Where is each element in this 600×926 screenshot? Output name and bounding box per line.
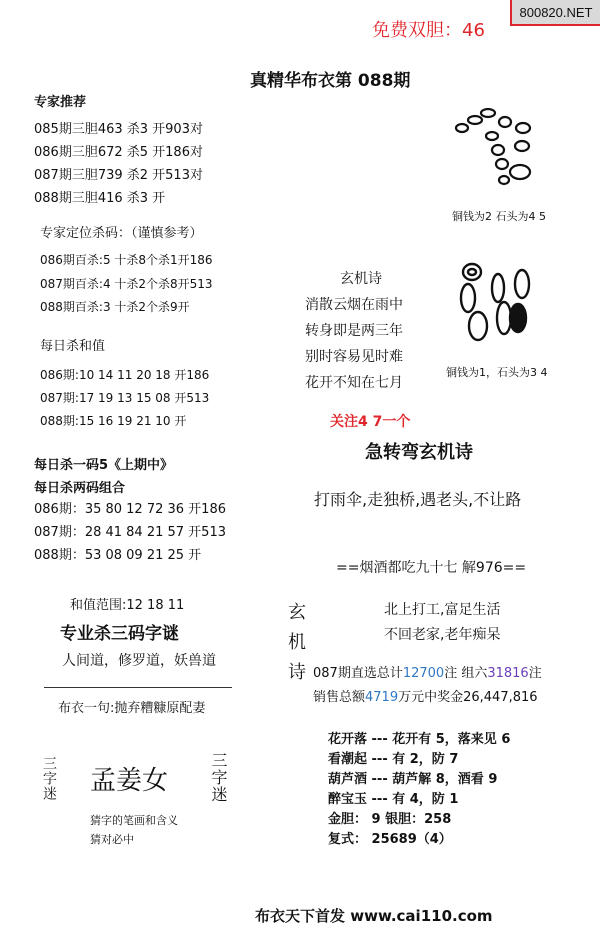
stats-value: 31816 (487, 666, 529, 681)
positional-line: 088期百杀:3 十杀2个杀9开 (40, 300, 190, 314)
sketch-caption-2: 铜钱为1，石头为3 4 (446, 366, 548, 379)
stone-shape (481, 109, 495, 117)
xuanji-char: 机 (288, 632, 306, 653)
site-badge: 800820.NET (510, 0, 600, 26)
stone-shape (492, 274, 504, 302)
stats-label: 万元中奖金26,447,816 (398, 690, 538, 705)
coin-shape (499, 176, 509, 184)
poem-line: 花开不知在七月 (305, 375, 403, 391)
buyi-saying: 布衣一句:抛弃糟糠原配妻 (58, 701, 206, 716)
daily-kill-line1: 每日杀一码5《上期中》 (34, 458, 174, 473)
stone-shape (456, 124, 468, 132)
expert-heading: 专家推荐 (34, 95, 87, 110)
xuanji-line: 不回老家,老年痴呆 (384, 627, 501, 643)
prediction-line: 葫芦酒 --- 葫芦解 8，酒看 9 (328, 772, 498, 787)
stats-value: 4719 (365, 690, 399, 705)
riddle-text: 人间道，修罗道，妖兽道 (62, 653, 216, 669)
divider (44, 687, 232, 688)
stone-shape (486, 132, 498, 140)
prediction-line: 金胆： 9 银胆：258 (328, 812, 452, 827)
positional-line: 087期百杀:4 十杀2个杀8开513 (40, 277, 213, 291)
yanjiu-line: ==烟酒都吃九十七 解976== (336, 560, 527, 576)
sum-kill-heading: 每日杀和值 (40, 339, 106, 354)
stone-shape (515, 270, 529, 298)
zimi-center: 孟姜女 (90, 766, 169, 796)
daily-kill-row: 088期：53 08 09 21 25 开 (34, 548, 202, 563)
jzw-title: 急转弯玄机诗 (365, 442, 473, 463)
xuanji-line: 北上打工,富足生活 (384, 602, 501, 618)
stone-shape (468, 116, 482, 124)
coin-shape (499, 117, 511, 127)
attention-label: 关注4 7一个 (330, 414, 411, 430)
positional-line: 086期百杀:5 十杀8个杀1开186 (40, 253, 213, 267)
free-double-label: 免费双胆：46 (372, 20, 485, 41)
poem-line: 转身即是两三年 (305, 323, 403, 339)
expert-line: 088期三胆416 杀3 开 (34, 191, 166, 206)
riddle-title: 专业杀三码字谜 (60, 624, 179, 644)
coin-shape (468, 269, 476, 275)
sum-range: 和值范围:12 18 11 (70, 598, 185, 613)
stats-line-1 (313, 662, 542, 681)
expert-line: 087期三胆739 杀2 开513对 (34, 168, 203, 183)
poem-title: 玄机诗 (340, 271, 382, 287)
coin-stone-sketch (450, 100, 550, 190)
coin-shape (510, 165, 530, 179)
xuanji-char: 诗 (288, 662, 306, 683)
sum-kill-line: 086期:10 14 11 20 18 开186 (40, 368, 210, 382)
stats-label: 销售总额 (313, 690, 366, 705)
coin-shape (516, 123, 530, 133)
stats-label: 注 组六 (444, 666, 488, 681)
daily-kill-line2: 每日杀两码组合 (34, 481, 126, 496)
poem-line: 消散云烟在雨中 (305, 297, 403, 313)
stone-shape (496, 159, 508, 169)
sum-kill-line: 087期:17 19 13 15 08 开513 (40, 391, 210, 405)
stats-line-2 (313, 686, 538, 705)
stats-label: 087期直选总计 (313, 666, 403, 681)
coin-shape (510, 304, 526, 332)
daily-kill-row: 086期：35 80 12 72 36 开186 (34, 502, 226, 517)
stone-shape (469, 312, 487, 340)
xuanji-char: 玄 (288, 602, 306, 623)
daily-kill-row: 087期：28 41 84 21 57 开513 (34, 525, 226, 540)
stats-value: 12700 (402, 666, 445, 681)
footer: 布衣天下首发 www.cai110.com (255, 907, 493, 925)
stone-shape (461, 284, 475, 312)
prediction-line: 复式： 25689（4） (328, 832, 452, 847)
stats-label: 注 (528, 666, 542, 681)
jzw-text: 打雨伞,走独桥,遇老头,不让路 (314, 490, 522, 509)
expert-line: 085期三胆463 杀3 开903对 (34, 122, 203, 137)
expert-line: 086期三胆672 杀5 开186对 (34, 145, 203, 160)
sketch-caption-1: 铜钱为2 石头为4 5 (452, 210, 546, 223)
page-title: 真精华布衣第 088期 (250, 71, 411, 91)
stone-shape (492, 145, 504, 155)
sum-kill-line: 088期:15 16 19 21 10 开 (40, 414, 187, 428)
zimi-hint: 猜对必中 (90, 833, 134, 846)
prediction-line: 醉宝玉 --- 有 4，防 1 (328, 792, 459, 807)
prediction-line: 花开落 --- 花开有 5，落来见 6 (328, 732, 511, 747)
coin-shape (463, 264, 481, 280)
poem-line: 别时容易见时难 (305, 349, 403, 365)
zimi-side-left: 三字迷 (41, 756, 57, 801)
zimi-side-right: 三字迷 (209, 752, 228, 803)
coin-stone-sketch-2 (458, 258, 538, 348)
coin-shape (515, 141, 529, 151)
prediction-line: 看潮起 --- 有 2，防 7 (328, 752, 459, 767)
zimi-hint: 猜字的笔画和含义 (90, 814, 178, 827)
positional-heading: 专家定位杀码：（谨慎参考） (40, 226, 203, 241)
